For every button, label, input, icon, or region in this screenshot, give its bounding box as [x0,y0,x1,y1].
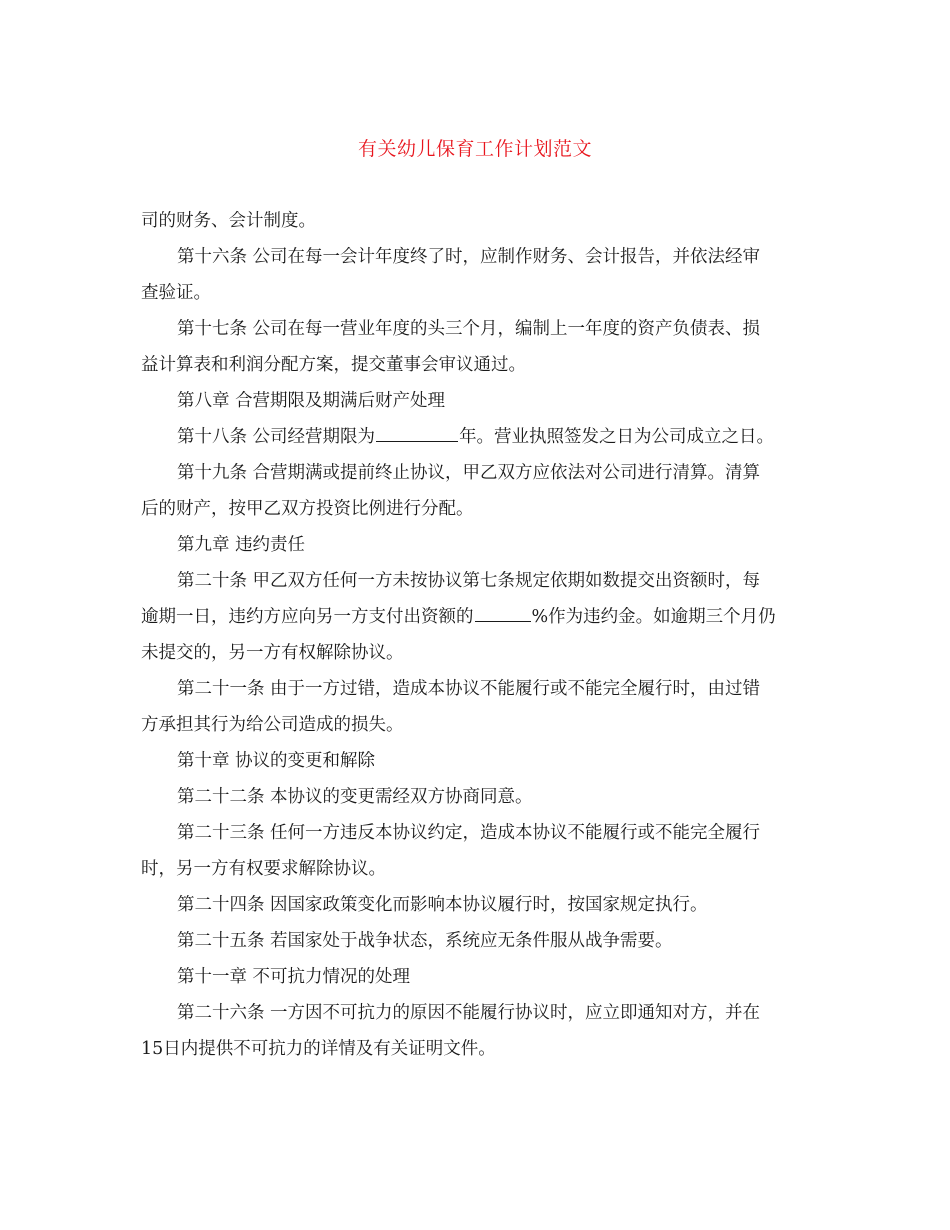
document-body [141,203,813,1067]
chapter-10-heading: 第十章 协议的变更和解除 [177,751,376,771]
article-20-text-a: 逾期一日，违约方应向另一方支付出资额的 [141,607,474,627]
article-20-text-b: %作为违约金。如逾期三个月仍 [531,607,776,627]
chapter-8-heading: 第八章 合营期限及期满后财产处理 [177,391,446,411]
page-title: 有关幼儿保育工作计划范文 [357,138,592,160]
article-18-text-b: 年。营业执照签发之日为公司成立之日。 [459,427,775,447]
article-16-line-1: 第十六条 公司在每一会计年度终了时，应制作财务、会计报告，并依法经审 [177,247,761,267]
article-26-line-2: 15日内提供不可抗力的详情及有关证明文件。 [141,1039,496,1059]
article-17-line-1: 第十七条 公司在每一营业年度的头三个月，编制上一年度的资产负债表、损 [177,319,761,339]
article-20-line-1: 第二十条 甲乙双方任何一方未按协议第七条规定依期如数提交出资额时，每 [177,571,761,591]
article-21-line-1: 第二十一条 由于一方过错，造成本协议不能履行或不能完全履行时，由过错 [177,679,761,699]
article-17-line-2: 益计算表和利润分配方案，提交董事会审议通过。 [141,355,526,375]
article-16-line-2: 查验证。 [141,283,211,303]
article-20-line-3: 未提交的，另一方有权解除协议。 [141,643,404,663]
article-19-line-2: 后的财产，按甲乙双方投资比例进行分配。 [141,499,474,519]
term-years-blank[interactable] [376,423,458,442]
article-23-line-1: 第二十三条 任何一方违反本协议约定，造成本协议不能履行或不能完全履行 [177,823,761,843]
article-21-line-2: 方承担其行为给公司造成的损失。 [141,715,404,735]
article-22-line-1: 第二十二条 本协议的变更需经双方协商同意。 [177,787,533,807]
chapter-9-heading: 第九章 违约责任 [177,535,306,555]
article-26-line-1: 第二十六条 一方因不可抗力的原因不能履行协议时，应立即通知对方，并在 [177,1003,761,1023]
penalty-percent-blank[interactable] [475,603,531,622]
article-18-text-a: 第十八条 公司经营期限为 [177,427,376,447]
article-24-line-1: 第二十四条 因国家政策变化而影响本协议履行时，按国家规定执行。 [177,895,708,915]
article-23-line-2: 时，另一方有权要求解除协议。 [141,859,386,879]
paragraph-line: 司的财务、会计制度。 [141,211,316,231]
chapter-11-heading: 第十一章 不可抗力情况的处理 [177,967,411,987]
article-20-line-2 [141,599,813,635]
article-19-line-1: 第十九条 合营期满或提前终止协议，甲乙双方应依法对公司进行清算。清算 [177,463,761,483]
article-18-line-1 [141,419,813,455]
article-25-line-1: 第二十五条 若国家处于战争状态，系统应无条件服从战争需要。 [177,931,673,951]
